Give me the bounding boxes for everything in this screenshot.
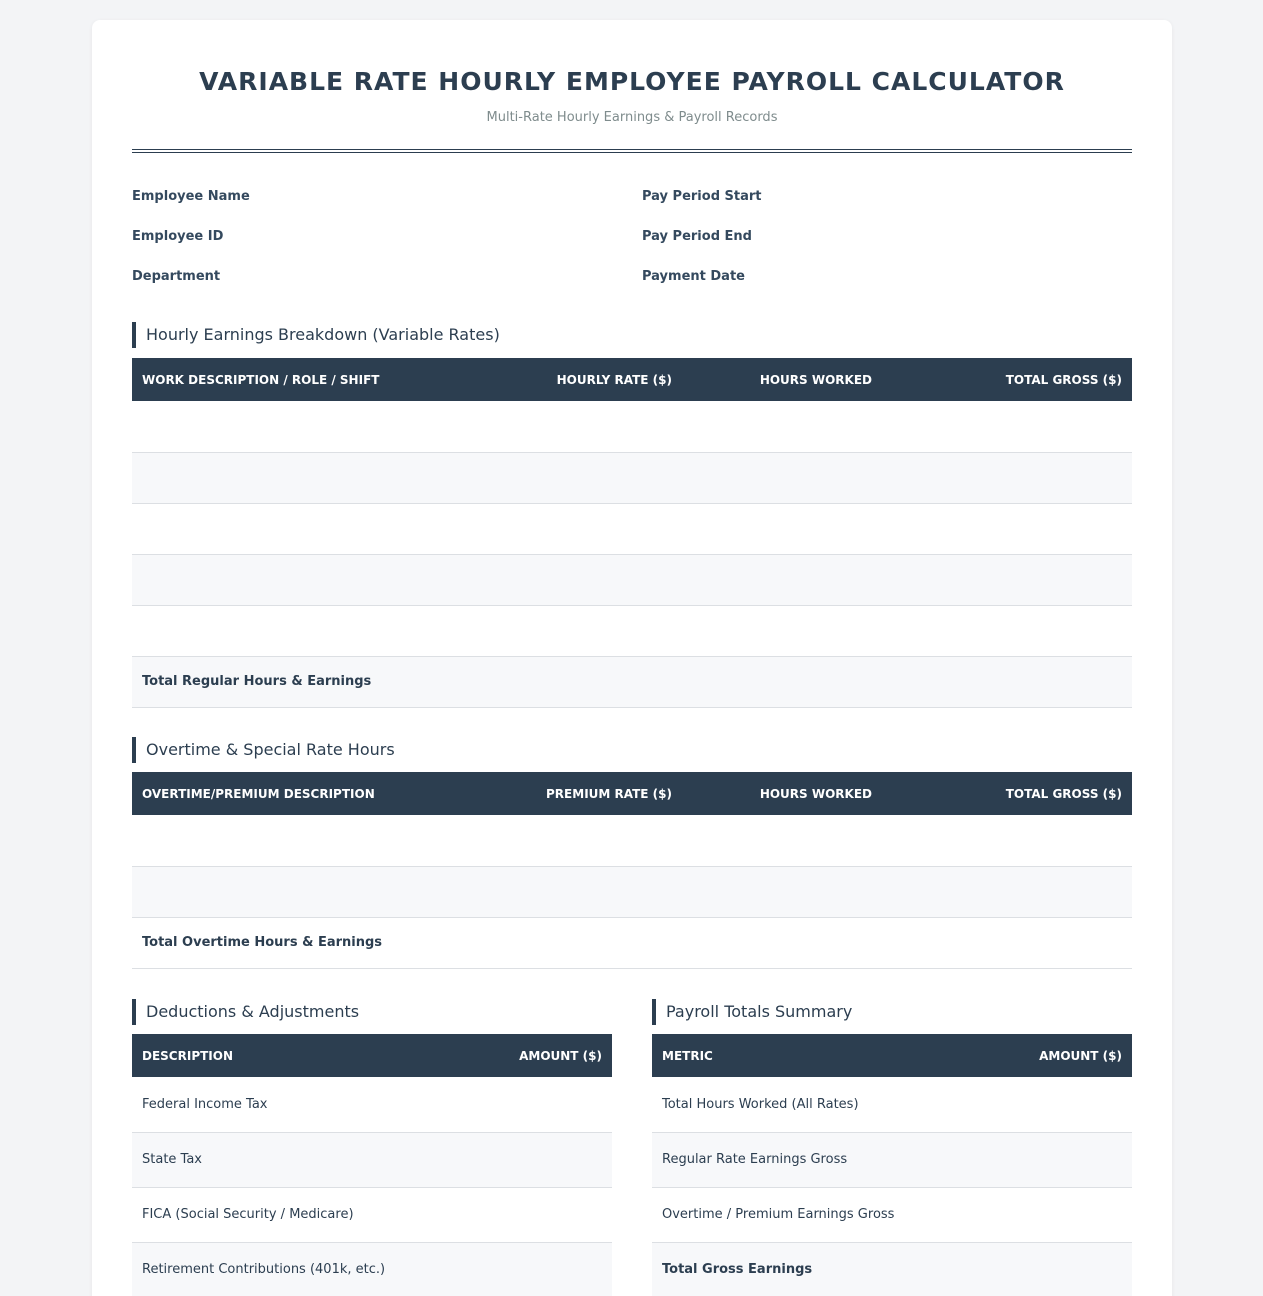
total-regular-label: Total Regular Hours & Earnings: [132, 656, 492, 707]
pay-period-end-label: Pay Period End: [642, 229, 752, 244]
table-cell[interactable]: [132, 452, 492, 503]
table-cell: [882, 917, 1132, 968]
table-cell[interactable]: [492, 554, 682, 605]
table-row: [652, 1132, 1132, 1187]
hourly-earnings-table: [132, 358, 1132, 708]
table-header-row: [652, 1034, 1132, 1077]
table-row[interactable]: [132, 605, 1132, 656]
table-cell[interactable]: [132, 401, 492, 452]
hourly-section-title: Hourly Earnings Breakdown (Variable Rates): [132, 322, 500, 348]
table-cell[interactable]: [882, 452, 1132, 503]
column-header: DESCRIPTION: [132, 1034, 432, 1077]
column-header: AMOUNT ($): [432, 1034, 612, 1077]
summary-section-title: Payroll Totals Summary: [652, 999, 852, 1025]
page-subtitle: Multi-Rate Hourly Earnings & Payroll Records: [486, 110, 778, 125]
payroll-card: [92, 20, 1172, 1296]
table-cell[interactable]: [682, 866, 882, 917]
table-row[interactable]: [132, 1242, 612, 1296]
table-cell[interactable]: [682, 401, 882, 452]
header-divider: [132, 149, 1132, 153]
deduction-label: Retirement Contributions (401k, etc.): [132, 1242, 432, 1296]
overtime-table: [132, 772, 1132, 969]
table-cell: [882, 656, 1132, 707]
summary-label: Total Hours Worked (All Rates): [652, 1077, 952, 1132]
table-cell[interactable]: [882, 815, 1132, 866]
total-row: [132, 917, 1132, 968]
table-cell[interactable]: [682, 452, 882, 503]
deductions-section-title: Deductions & Adjustments: [132, 999, 359, 1025]
table-cell: [682, 656, 882, 707]
table-cell[interactable]: [492, 605, 682, 656]
column-header: HOURS WORKED: [682, 772, 882, 815]
amount-cell: [952, 1242, 1132, 1296]
table-row: [652, 1077, 1132, 1132]
table-row: [652, 1242, 1132, 1296]
table-cell[interactable]: [882, 401, 1132, 452]
page-title: VARIABLE RATE HOURLY EMPLOYEE PAYROLL CALCULATOR: [199, 67, 1065, 96]
amount-cell[interactable]: [432, 1077, 612, 1132]
table-cell[interactable]: [492, 866, 682, 917]
table-cell[interactable]: [132, 605, 492, 656]
employee-id-label: Employee ID: [132, 229, 224, 244]
table-cell[interactable]: [492, 452, 682, 503]
table-cell: [492, 917, 682, 968]
column-header: HOURLY RATE ($): [492, 358, 682, 401]
deduction-label: Federal Income Tax: [132, 1077, 432, 1132]
amount-cell[interactable]: [432, 1242, 612, 1296]
table-cell[interactable]: [682, 605, 882, 656]
table-row[interactable]: [132, 554, 1132, 605]
overtime-section-title: Overtime & Special Rate Hours: [132, 737, 395, 763]
table-row[interactable]: [132, 815, 1132, 866]
amount-cell[interactable]: [432, 1187, 612, 1242]
table-cell[interactable]: [882, 503, 1132, 554]
table-header-row: [132, 772, 1132, 815]
table-cell[interactable]: [682, 554, 882, 605]
department-label: Department: [132, 269, 221, 284]
table-row[interactable]: [132, 1132, 612, 1187]
column-header: AMOUNT ($): [952, 1034, 1132, 1077]
total-overtime-label: Total Overtime Hours & Earnings: [132, 917, 492, 968]
table-cell[interactable]: [132, 554, 492, 605]
column-header: PREMIUM RATE ($): [492, 772, 682, 815]
table-row: [652, 1187, 1132, 1242]
table-cell[interactable]: [132, 503, 492, 554]
table-header-row: [132, 1034, 612, 1077]
table-row[interactable]: [132, 866, 1132, 917]
column-header: WORK DESCRIPTION / ROLE / SHIFT: [132, 358, 492, 401]
table-header-row: [132, 358, 1132, 401]
table-cell[interactable]: [882, 605, 1132, 656]
table-cell[interactable]: [132, 866, 492, 917]
table-row[interactable]: [132, 503, 1132, 554]
table-row[interactable]: [132, 452, 1132, 503]
table-cell[interactable]: [682, 503, 882, 554]
summary-label: Overtime / Premium Earnings Gross: [652, 1187, 952, 1242]
column-header: TOTAL GROSS ($): [882, 772, 1132, 815]
summary-table: [652, 1034, 1132, 1296]
table-cell[interactable]: [132, 815, 492, 866]
summary-label: Regular Rate Earnings Gross: [652, 1132, 952, 1187]
employee-name-label: Employee Name: [132, 189, 250, 204]
table-cell[interactable]: [882, 866, 1132, 917]
pay-period-start-label: Pay Period Start: [642, 189, 762, 204]
table-row[interactable]: [132, 1187, 612, 1242]
amount-cell[interactable]: [432, 1132, 612, 1187]
deduction-label: State Tax: [132, 1132, 432, 1187]
column-header: OVERTIME/PREMIUM DESCRIPTION: [132, 772, 492, 815]
column-header: HOURS WORKED: [682, 358, 882, 401]
table-row[interactable]: [132, 401, 1132, 452]
total-row: [132, 656, 1132, 707]
table-cell[interactable]: [492, 503, 682, 554]
summary-label: Total Gross Earnings: [652, 1242, 952, 1296]
deductions-table: [132, 1034, 612, 1296]
amount-cell: [952, 1132, 1132, 1187]
table-cell[interactable]: [682, 815, 882, 866]
deduction-label: FICA (Social Security / Medicare): [132, 1187, 432, 1242]
table-row[interactable]: [132, 1077, 612, 1132]
payment-date-label: Payment Date: [642, 269, 745, 284]
amount-cell: [952, 1077, 1132, 1132]
table-cell[interactable]: [492, 401, 682, 452]
table-cell[interactable]: [492, 815, 682, 866]
table-cell: [492, 656, 682, 707]
table-cell[interactable]: [882, 554, 1132, 605]
table-cell: [682, 917, 882, 968]
amount-cell: [952, 1187, 1132, 1242]
column-header: METRIC: [652, 1034, 952, 1077]
column-header: TOTAL GROSS ($): [882, 358, 1132, 401]
